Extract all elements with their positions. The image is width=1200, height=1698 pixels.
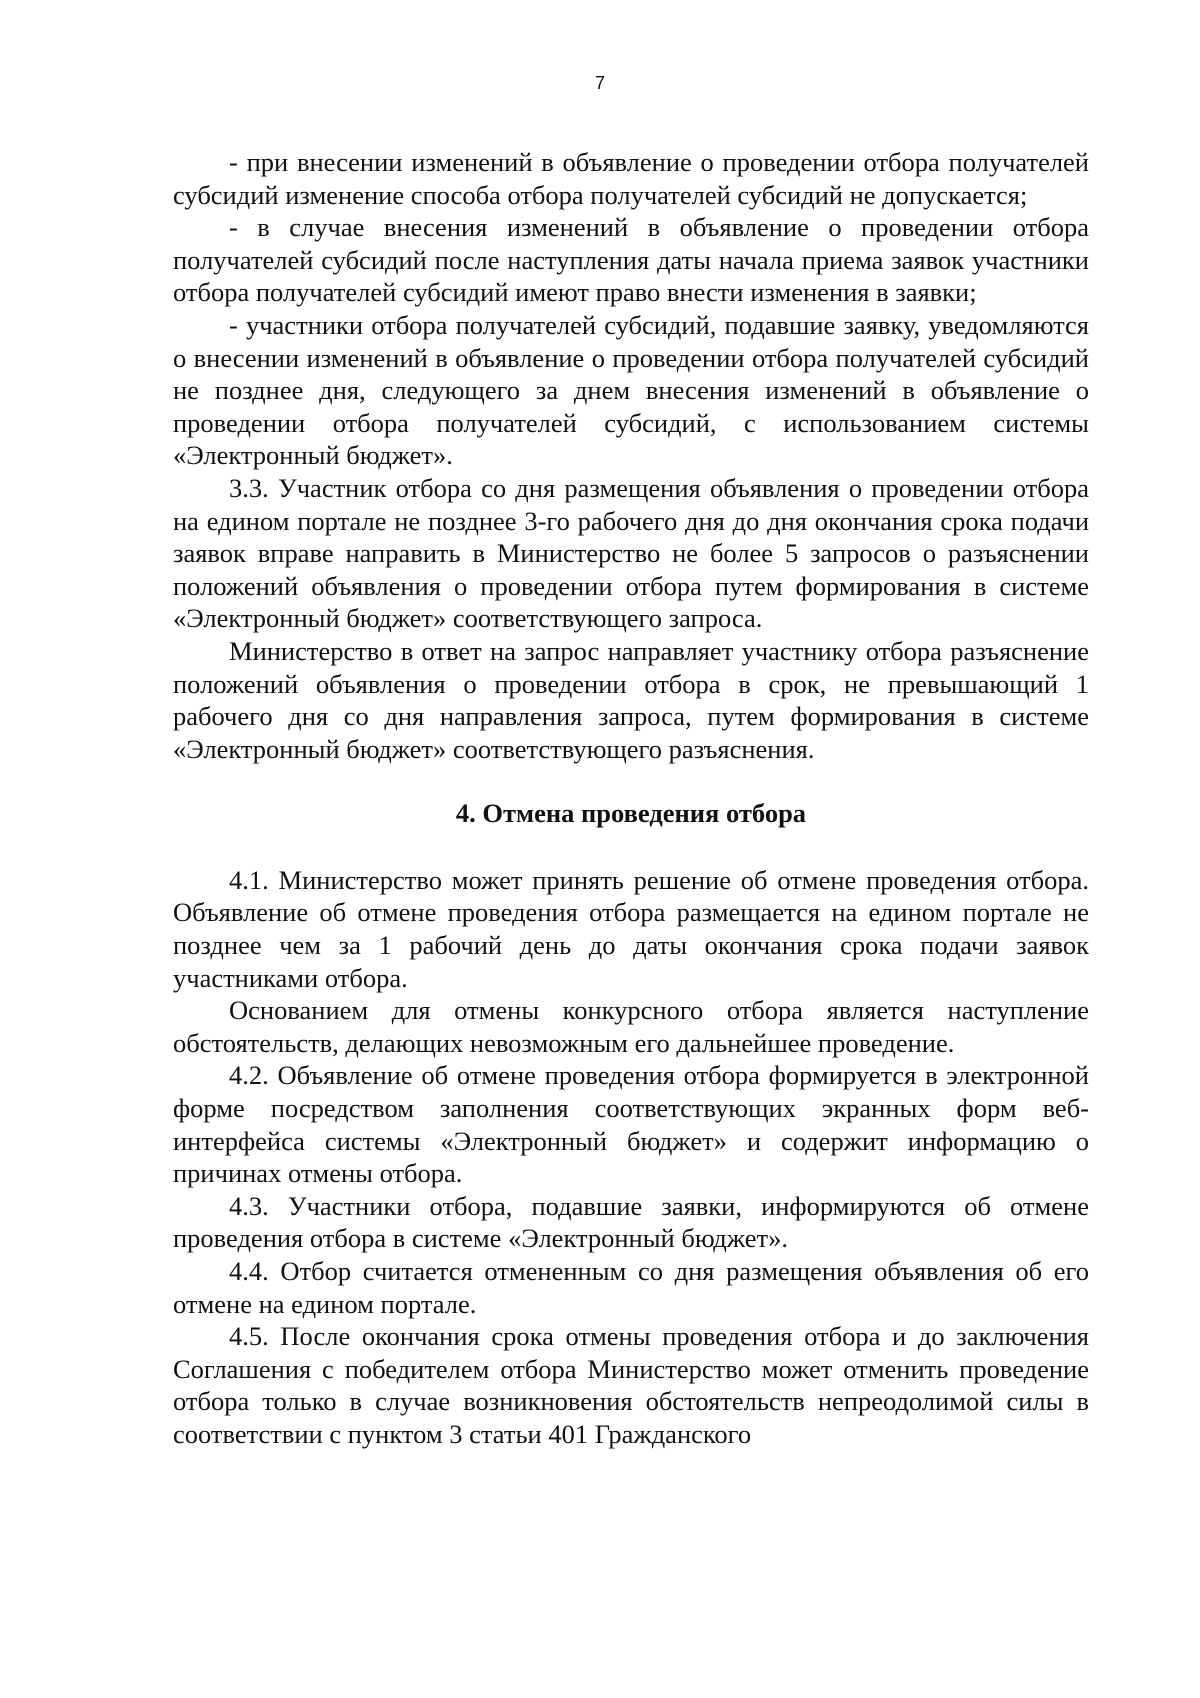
- page-number: 7: [594, 73, 605, 93]
- paragraph-ministry-response: Министерство в ответ на запрос направляет участнику отбора разъяснение положений объявления о проведении отбора в срок, не превышающий 1 рабочего дня со дня направления запроса, путем формирования в системе «Электронный бюджет» соответствующего разъяснения.: [173, 635, 1089, 764]
- paragraph-4-2: 4.2. Объявление об отмене проведения отбора формируется в электронной форме посредством заполнения соответствующих экранных форм веб-интерфейса системы «Электронный бюджет» и содержит информацию о причинах отмены отбора.: [173, 1060, 1089, 1189]
- document-body: [173, 146, 1089, 1451]
- paragraph-4-5: 4.5. После окончания срока отмены проведения отбора и до заключения Соглашения с победителем отбора Министерство может отменить проведение отбора только в случае возникновения обстоятельств непреодолимой силы в соответствии с пунктом 3 статьи 401 Гражданского: [173, 1321, 1089, 1449]
- paragraph-amendment-method: - при внесении изменений в объявление о проведении отбора получателей субсидий изменение способа отбора получателей субсидий не допускается;: [173, 147, 1089, 210]
- paragraph-4-3: 4.3. Участники отбора, подавшие заявки, информируются об отмене проведения отбора в системе «Электронный бюджет».: [173, 1190, 1089, 1254]
- paragraph-amendment-applications: - в случае внесения изменений в объявление о проведении отбора получателей субсидий после наступления даты начала приема заявок участники отбора получателей субсидий имеют право внести изменения в заявки;: [173, 212, 1089, 308]
- paragraph-4-4: 4.4. Отбор считается отмененным со дня размещения объявления об его отмене на едином портале.: [173, 1256, 1089, 1319]
- paragraph-4-1: 4.1. Министерство может принять решение об отмене проведения отбора. Объявление об отмене проведения отбора размещается на едином портале не позднее чем за 1 рабочий день до даты окончания срока подачи заявок участниками отбора.: [173, 864, 1089, 993]
- paragraph-amendment-notification: - участники отбора получателей субсидий, подавшие заявку, уведомляются о внесении изменений в объявление о проведении отбора получателей субсидий не позднее дня, следующего за днем внесения изменений в объявление о проведении отбора получателей субсидий, с использованием системы «Электронный бюджет».: [173, 309, 1089, 471]
- paragraph-cancellation-grounds: Основанием для отмены конкурсного отбора является наступление обстоятельств, делающих невозможным его дальнейшее проведение.: [173, 995, 1089, 1058]
- paragraph-3-3: 3.3. Участник отбора со дня размещения объявления о проведении отбора на едином портале не позднее 3-го рабочего дня до дня окончания срока подачи заявок вправе направить в Министерство не более 5 запросов о разъяснении положений объявления о проведении отбора путем формирования в системе «Электронный бюджет» соответствующего запроса.: [173, 472, 1089, 634]
- section-heading: 4. Отмена проведения отбора: [455, 798, 807, 829]
